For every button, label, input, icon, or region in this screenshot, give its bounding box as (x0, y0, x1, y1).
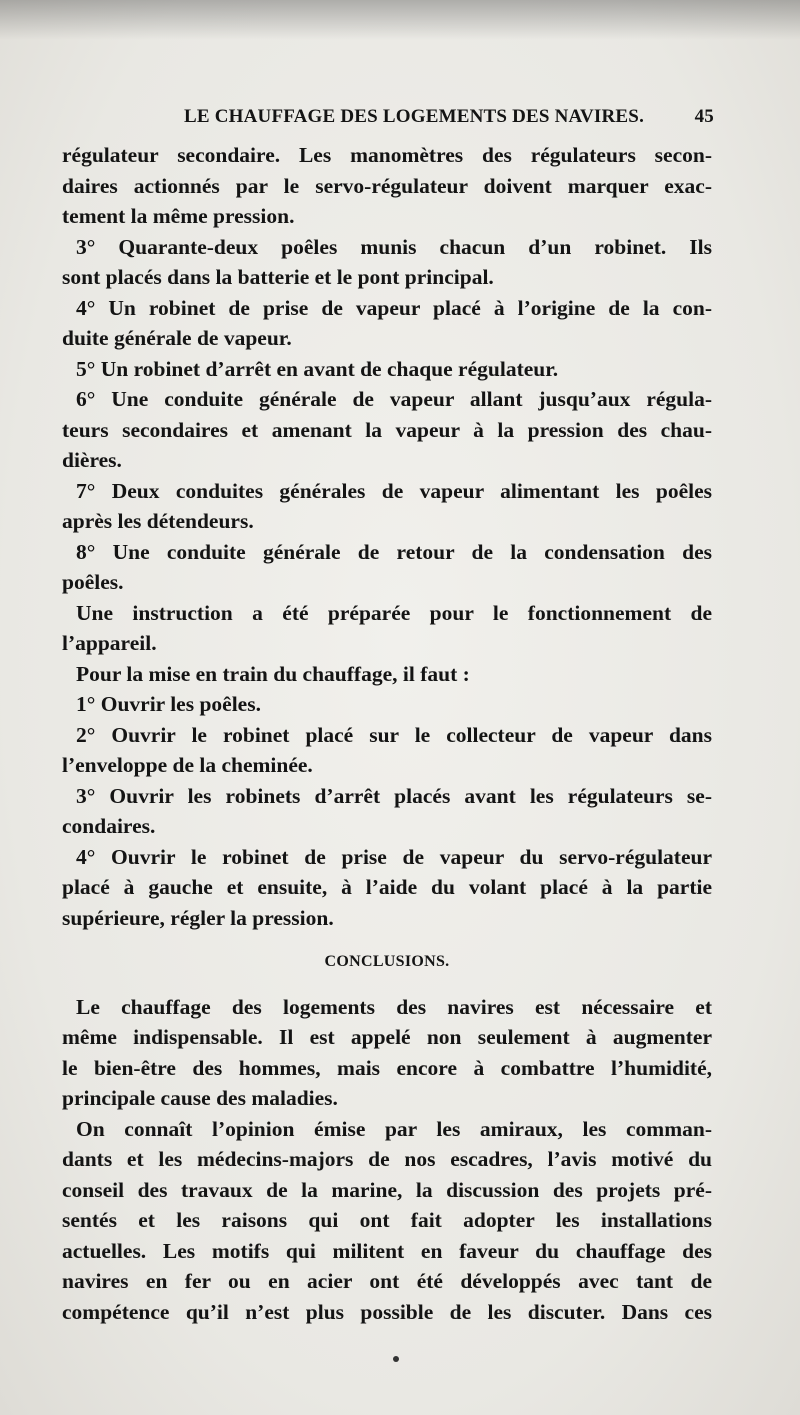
text-line: supérieure, régler la pression. (62, 905, 334, 930)
page-number: 45 (694, 106, 714, 127)
text-line: actuelles. Les motifs qui militent en faveur du chauffage des (62, 1238, 712, 1263)
text-line: condaires. (62, 814, 156, 838)
text-line: l’appareil. (62, 631, 157, 655)
scan-edge-shadow (0, 0, 800, 40)
text-line: 5° Un robinet d’arrêt en avant de chaque régulateur. (76, 356, 559, 381)
text-line: Une instruction a été préparée pour le fonctionnement de (76, 600, 712, 625)
text-line: Le chauffage des logements des navires est nécessaire et (76, 994, 712, 1019)
text-line: compétence qu’il n’est plus possible de les discuter. Dans ces (62, 1299, 712, 1324)
text-line: On connaît l’opinion émise par les amiraux, les comman- (76, 1116, 712, 1141)
text-line: 8° Une conduite générale de retour de la condensation des (76, 539, 712, 564)
text-line: le bien-être des hommes, mais encore à combattre l’humidité, (62, 1055, 712, 1080)
text-line: 7° Deux conduites générales de vapeur alimentant les poêles (76, 478, 712, 503)
text-line: après les détendeurs. (62, 509, 254, 533)
section-spacer (62, 978, 712, 992)
text-line: 3° Ouvrir les robinets d’arrêt placés avant les régulateurs se- (76, 783, 712, 808)
text-line: même indispensable. Il est appelé non seulement à augmenter (62, 1025, 712, 1049)
text-line: poêles. (62, 570, 124, 594)
text-line: dants et les médecins-majors de nos escadres, l’avis motivé du (62, 1147, 712, 1171)
text-line: navires en fer ou en acier ont été développés avec tant de (62, 1269, 712, 1293)
text-line: dières. (62, 448, 122, 472)
text-line: 4° Un robinet de prise de vapeur placé à l’origine de la con- (76, 295, 712, 320)
text-line: 1° Ouvrir les poêles. (76, 692, 261, 716)
text-line: daires actionnés par le servo-régulateur doivent marquer exac- (62, 173, 712, 198)
text-line: tement la même pression. (62, 204, 295, 228)
section-spacer (62, 933, 712, 947)
text-line: sentés et les raisons qui ont fait adopter les installations (62, 1208, 712, 1232)
text-line: 4° Ouvrir le robinet de prise de vapeur du servo-régulateur (76, 844, 712, 869)
text-line: 6° Une conduite générale de vapeur allant jusqu’aux régula- (76, 387, 712, 411)
section-heading: CONCLUSIONS. (324, 953, 450, 970)
text-line: l’enveloppe de la cheminée. (62, 753, 313, 777)
text-line: régulateur secondaire. Les manomètres des régulateurs secon- (62, 143, 712, 167)
text-line: conseil des travaux de la marine, la discussion des projets pré- (62, 1177, 712, 1202)
text-line: teurs secondaires et amenant la vapeur à la pression des chau- (62, 417, 712, 442)
text-line: principale cause des maladies. (62, 1086, 338, 1110)
text-line: Pour la mise en train du chauffage, il faut : (76, 661, 470, 686)
running-title: LE CHAUFFAGE DES LOGEMENTS DES NAVIRES. (184, 106, 645, 127)
ink-speck (393, 1356, 399, 1362)
text-line: duite générale de vapeur. (62, 326, 292, 350)
running-header (62, 106, 712, 132)
text-line: 3° Quarante-deux poêles munis chacun d’un robinet. Ils (76, 234, 712, 259)
body-text (62, 140, 712, 1327)
text-line: sont placés dans la batterie et le pont principal. (62, 265, 494, 289)
text-line: placé à gauche et ensuite, à l’aide du volant placé à la partie (62, 875, 712, 899)
text-line: 2° Ouvrir le robinet placé sur le collecteur de vapeur dans (76, 722, 712, 747)
